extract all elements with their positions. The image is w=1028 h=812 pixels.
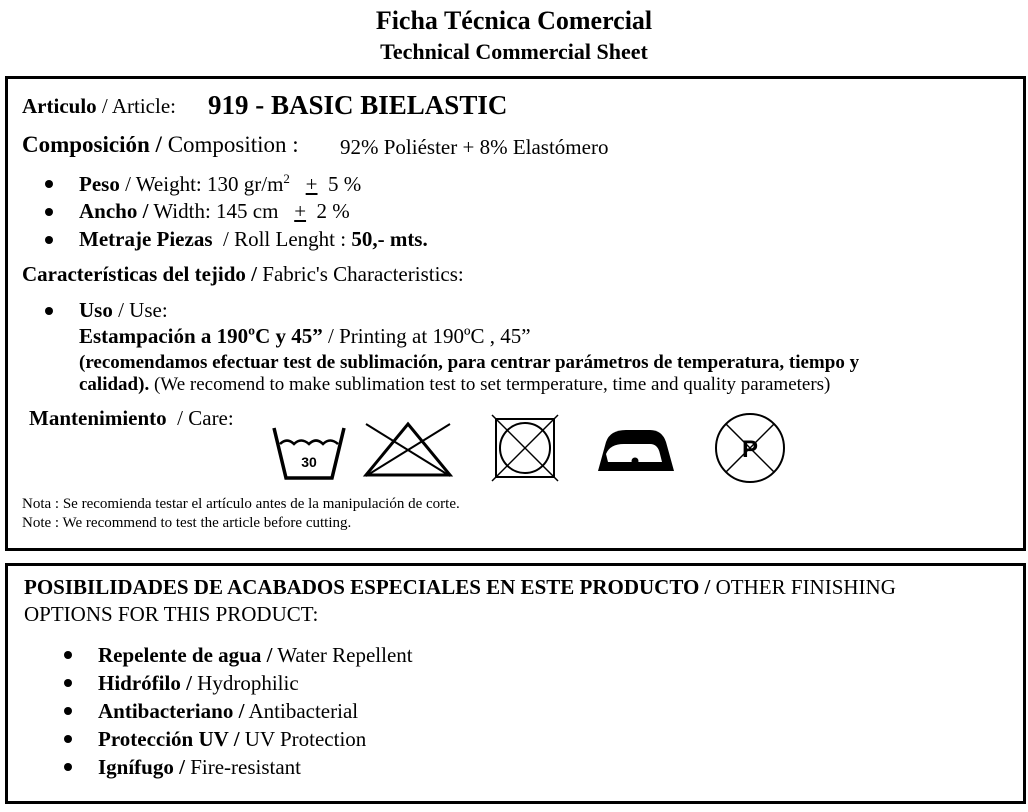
spec-roll-label-en: / Roll Lenght : (223, 227, 347, 251)
plus-minus: + (294, 199, 307, 223)
composition-line (22, 132, 299, 158)
spec-roll (79, 227, 428, 252)
characteristics-heading (22, 262, 464, 287)
wash-temp-label: 30 (301, 454, 317, 470)
finishing-title-en-2: OPTIONS FOR THIS PRODUCT: (24, 602, 319, 626)
spec-weight-label-es: Peso (79, 172, 120, 196)
spec-weight-value: 130 gr/m (207, 172, 284, 196)
spec-width-label-en: Width: 145 cm (153, 199, 279, 223)
article-value: 919 - BASIC BIELASTIC (208, 90, 508, 120)
sublimation-note-line2 (79, 374, 830, 396)
composition-label-es: Composición / (22, 132, 162, 157)
finishing-item-es: Repelente de agua / (98, 643, 273, 667)
care-label-en: / Care: (177, 406, 234, 430)
composition-value: 92% Poliéster + 8% Elastómero (340, 135, 609, 159)
spec-width-tolerance: 2 % (316, 199, 350, 223)
bullet (64, 763, 72, 771)
sublimation-note-es: (recomendamos efectuar test de sublimación, para centrar parámetros de temperatura, tiempo y (79, 352, 860, 373)
use-line (79, 298, 168, 323)
spec-weight-sup: 2 (283, 171, 290, 186)
spec-weight (79, 171, 361, 197)
bullet (64, 707, 72, 715)
bullet (64, 679, 72, 687)
composition-label-en: Composition : (167, 132, 299, 157)
finishing-item-en: Water Repellent (277, 643, 413, 667)
finishing-item-en: Antibacterial (248, 699, 359, 723)
printing-en: / Printing at 190ºC , 45” (328, 324, 531, 348)
note-en: Note : We recommend to test the article before cutting. (22, 515, 352, 531)
bullet (45, 180, 53, 188)
iron-low-icon (596, 424, 676, 476)
care-heading (29, 406, 234, 431)
finishing-item-es: Hidrófilo / (98, 671, 192, 695)
spec-weight-tolerance: 5 % (328, 172, 362, 196)
spec-weight-label-en: / Weight: (125, 172, 202, 196)
note-es: Nota : Se recomienda testar el artículo antes de la manipulación de corte. (22, 496, 460, 512)
characteristics-label-en: Fabric's Characteristics: (262, 262, 464, 286)
bullet (45, 307, 53, 315)
sublimation-note-en: (We recomend to make sublimation test to set termperature, time and quality parameters) (153, 374, 831, 395)
finishing-item (98, 727, 366, 752)
sublimation-note-es-2: calidad). (79, 374, 150, 395)
bullet (45, 208, 53, 216)
finishing-item (98, 755, 301, 780)
no-dry-clean-p-icon (712, 413, 788, 483)
dryclean-letter: P (741, 436, 759, 463)
finishing-item-es: Ignífugo / (98, 755, 185, 779)
finishing-item-es: Protección UV / (98, 727, 240, 751)
finishing-item (98, 671, 299, 696)
characteristics-label-es: Características del tejido / (22, 262, 258, 286)
finishing-item-en: UV Protection (244, 727, 367, 751)
bullet (64, 651, 72, 659)
finishing-item-en: Fire-resistant (190, 755, 302, 779)
printing-es: Estampación a 190ºC y 45” (79, 324, 323, 348)
finishing-heading (24, 575, 896, 600)
printing-line (79, 324, 531, 349)
finishing-item (98, 643, 413, 668)
finishing-title-es: POSIBILIDADES DE ACABADOS ESPECIALES EN ESTE PRODUCTO / (24, 575, 711, 599)
finishing-item-en: Hydrophilic (197, 671, 299, 695)
finishing-item-es: Antibacteriano / (98, 699, 245, 723)
bullet (64, 735, 72, 743)
care-label-es: Mantenimiento (29, 406, 167, 430)
page-title: Ficha Técnica Comercial (375, 6, 653, 35)
finishing-item (98, 699, 358, 724)
article-line (22, 94, 176, 119)
article-sep: / (101, 94, 108, 118)
finishing-title-en: OTHER FINISHING (715, 575, 896, 599)
no-bleach-icon (362, 420, 454, 480)
no-tumble-dry-icon (490, 413, 560, 483)
article-label-es: Articulo (22, 94, 97, 118)
use-label-en: / Use: (118, 298, 168, 322)
use-label-es: Uso (79, 298, 113, 322)
spec-width (79, 199, 350, 224)
spec-width-label-es: Ancho / (79, 199, 149, 223)
bullet (45, 236, 53, 244)
article-label-en: Article: (111, 94, 176, 118)
plus-minus: + (305, 172, 318, 196)
page-subtitle: Technical Commercial Sheet (380, 39, 648, 64)
wash-30-icon (272, 424, 346, 482)
spec-roll-label-es: Metraje Piezas (79, 227, 213, 251)
spec-roll-value: 50,- mts. (351, 227, 428, 251)
